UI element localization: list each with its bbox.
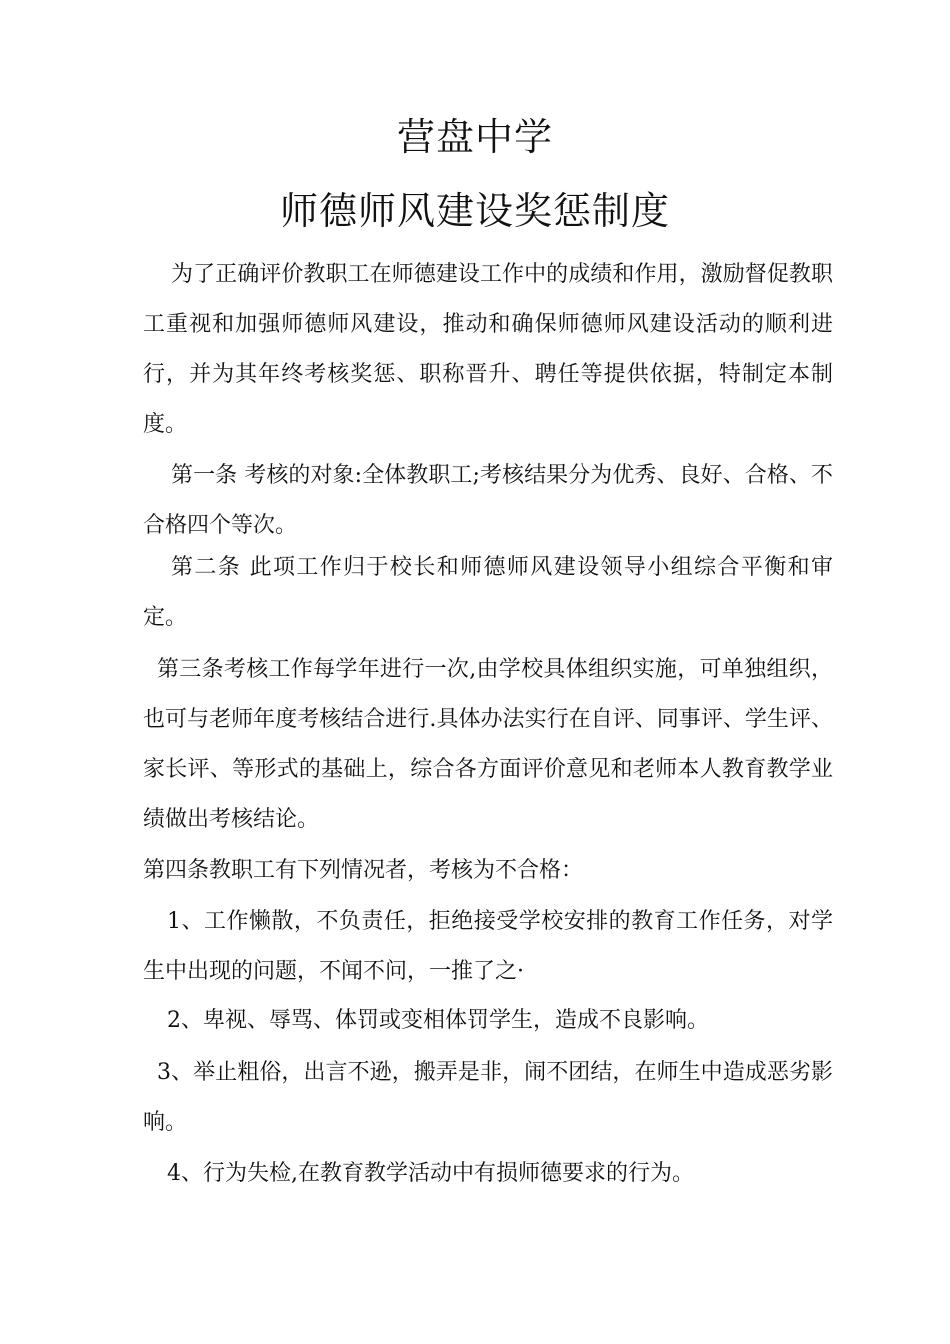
- article-4-item-4: 4、行为失检,在教育教学活动中有损师德要求的行为。: [167, 1161, 694, 1186]
- article-4-item-3: 3、举止粗俗，出言不逊，搬弄是非，闹不团结，在师生中造成恶劣影响。: [143, 1060, 833, 1135]
- article-4-item-1: 1、工作懒散，不负责任，拒绝接受学校安排的教育工作任务，对学生中出现的问题，不闻不问，一推了之·: [143, 909, 833, 984]
- article-1-paragraph: 第一条 考核的对象:全体教职工;考核结果分为优秀、良好、合格、不合格四个等次。: [143, 463, 833, 538]
- document-title: 师德师风建设奖惩制度: [279, 189, 670, 233]
- article-2-paragraph: 第二条 此项工作归于校长和师德师风建设领导小组综合平衡和审定。: [143, 555, 833, 630]
- intro-paragraph: 为了正确评价教职工在师德建设工作中的成绩和作用，激励督促教职工重视和加强师德师风建设，推动和确保师德师风建设活动的顺利进行，并为其年终考核奖惩、职称晋升、聘任等提供依据，特制定本制度。: [143, 262, 833, 437]
- article-3-paragraph: 第三条考核工作每学年进行一次,由学校具体组织实施，可单独组织，也可与老师年度考核结合进行.具体办法实行在自评、同事评、学生评、家长评、等形式的基础上，综合各方面评价意见和老师本人教育教学业绩做出考核结论。: [143, 657, 833, 832]
- article-4-item-2: 2、卑视、辱骂、体罚或变相体罚学生，造成不良影响。: [167, 1008, 709, 1033]
- school-name: 营盘中学: [396, 115, 553, 159]
- article-4-paragraph: 第四条教职工有下列情况者，考核为不合格：: [143, 858, 584, 883]
